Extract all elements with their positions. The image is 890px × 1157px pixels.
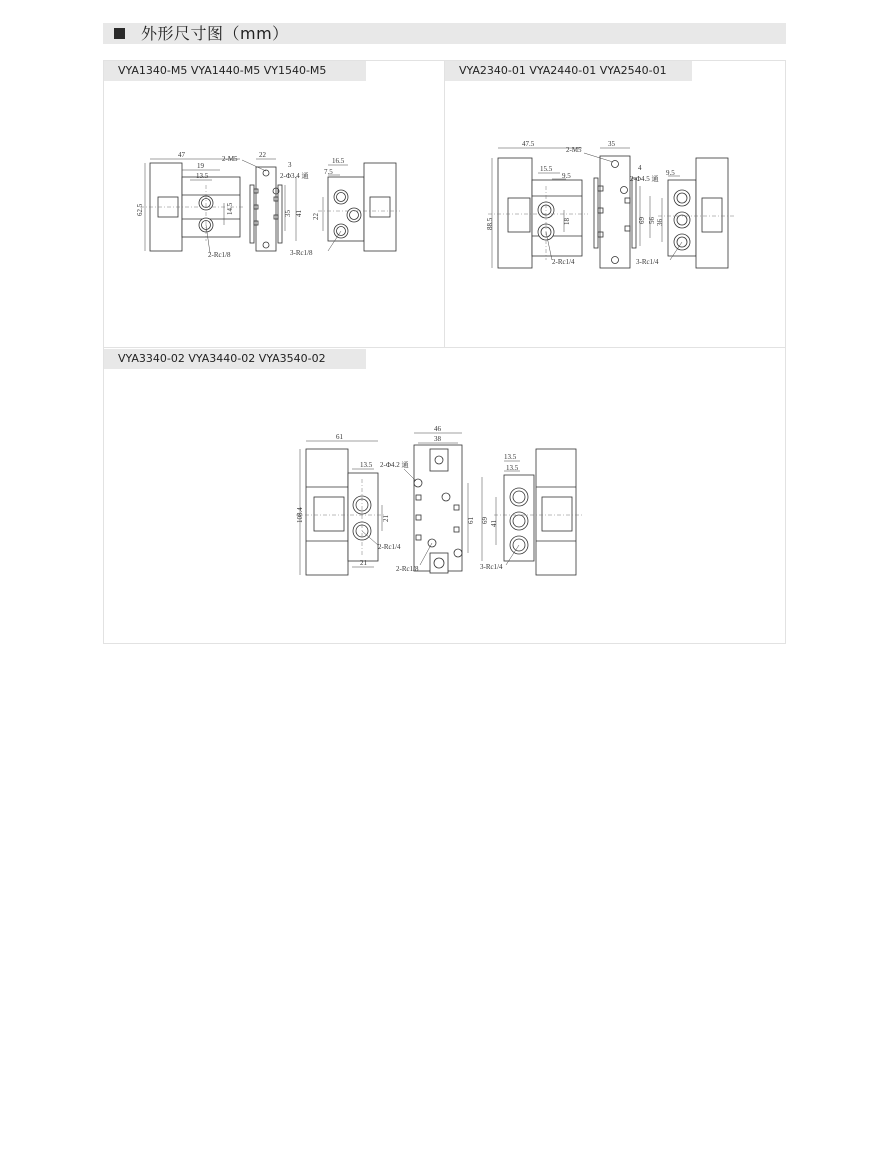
dim-w-port: 19	[197, 162, 204, 170]
dim3-r-h: 41	[490, 520, 498, 527]
panel-1-side-view	[250, 167, 282, 251]
dim2-w-body: 47.5	[522, 140, 535, 148]
dim2-r-h: 36	[656, 219, 664, 226]
dim3-m-inner: 38	[434, 435, 441, 443]
dim3-h-total: 108.4	[296, 507, 304, 523]
dim3-r-off: 13.5	[506, 464, 519, 472]
section-title-bar	[103, 23, 786, 44]
dim-p-pitch: 13.5	[196, 172, 209, 180]
port3-c-label: 2-Rc1/8	[396, 565, 419, 573]
dim-m-w: 22	[259, 151, 266, 159]
panel-1-rear-view	[318, 163, 400, 251]
dim3-p-h: 21	[382, 515, 390, 522]
dim-h-a: 35	[284, 210, 292, 217]
panel-2-side-view	[594, 156, 636, 268]
panel-3-side-view	[414, 445, 462, 573]
square-bullet-icon	[114, 28, 125, 39]
dim2-p-h: 18	[563, 218, 571, 225]
port2-a-label: 2-Rc1/4	[552, 258, 575, 266]
port3-b-label: 3-Rc1/4	[480, 563, 503, 571]
dim2-h-a: 69	[638, 217, 646, 224]
dim3-p-bot: 21	[360, 559, 367, 567]
panel-2-drawing	[480, 136, 770, 276]
dim-w-body: 47	[178, 151, 185, 159]
panel-2-label: VYA2340-01 VYA2440-01 VYA2540-01	[445, 61, 692, 81]
port3-a-label: 2-Rc1/4	[378, 543, 401, 551]
port-a-label: 2-Rc1/8	[208, 251, 231, 259]
dim3-h-a: 61	[467, 517, 475, 524]
dim3-h-b: 69	[481, 517, 489, 524]
panel-divider-horizontal	[103, 347, 786, 348]
dim3-w-body: 61	[336, 433, 343, 441]
dim2-h-total: 88.5	[486, 217, 494, 230]
hole2-label: 2-Φ4.5 通	[630, 175, 659, 183]
dim-h-total: 62.5	[136, 203, 144, 216]
panel-1-label: VYA1340-M5 VYA1440-M5 VY1540-M5	[104, 61, 366, 81]
dim2-r-off: 9.5	[666, 169, 675, 177]
dim3-r-pitch: 13.5	[504, 453, 517, 461]
m2-label: 2-M5	[566, 146, 582, 154]
hole-label: 2-Φ3.4 通	[280, 172, 309, 180]
panel-2-front-view	[488, 158, 588, 268]
dim2-p-off: 9.5	[562, 172, 571, 180]
panel-divider-vertical	[444, 60, 445, 347]
dim2-m-w: 35	[608, 140, 615, 148]
port2-b-label: 3-Rc1/4	[636, 258, 659, 266]
dim-hole-off: 3	[288, 161, 292, 169]
panel-3-drawing	[290, 425, 590, 580]
section-title: 外形尺寸图（mm）	[141, 24, 289, 43]
hole3-label: 2-Φ4.2 通	[380, 461, 409, 469]
dim-h-b: 41	[295, 210, 303, 217]
dim2-hole-off: 4	[638, 164, 642, 172]
panel-1-drawing	[130, 145, 420, 270]
m-label: 2-M5	[222, 155, 238, 163]
port-b-label: 3-Rc1/8	[290, 249, 313, 257]
dim3-p-pitch: 13.5	[360, 461, 373, 469]
dim2-p-pitch: 15.5	[540, 165, 553, 173]
dim-p-h: 14.5	[226, 202, 234, 215]
dim-r-h: 22	[312, 213, 320, 220]
dim3-m-w: 46	[434, 425, 441, 433]
panel-3-label: VYA3340-02 VYA3440-02 VYA3540-02	[104, 349, 366, 369]
dim-r-w: 16.5	[332, 157, 345, 165]
dim2-h-b: 56	[648, 217, 656, 224]
dim-r-off: 7.5	[324, 168, 333, 176]
